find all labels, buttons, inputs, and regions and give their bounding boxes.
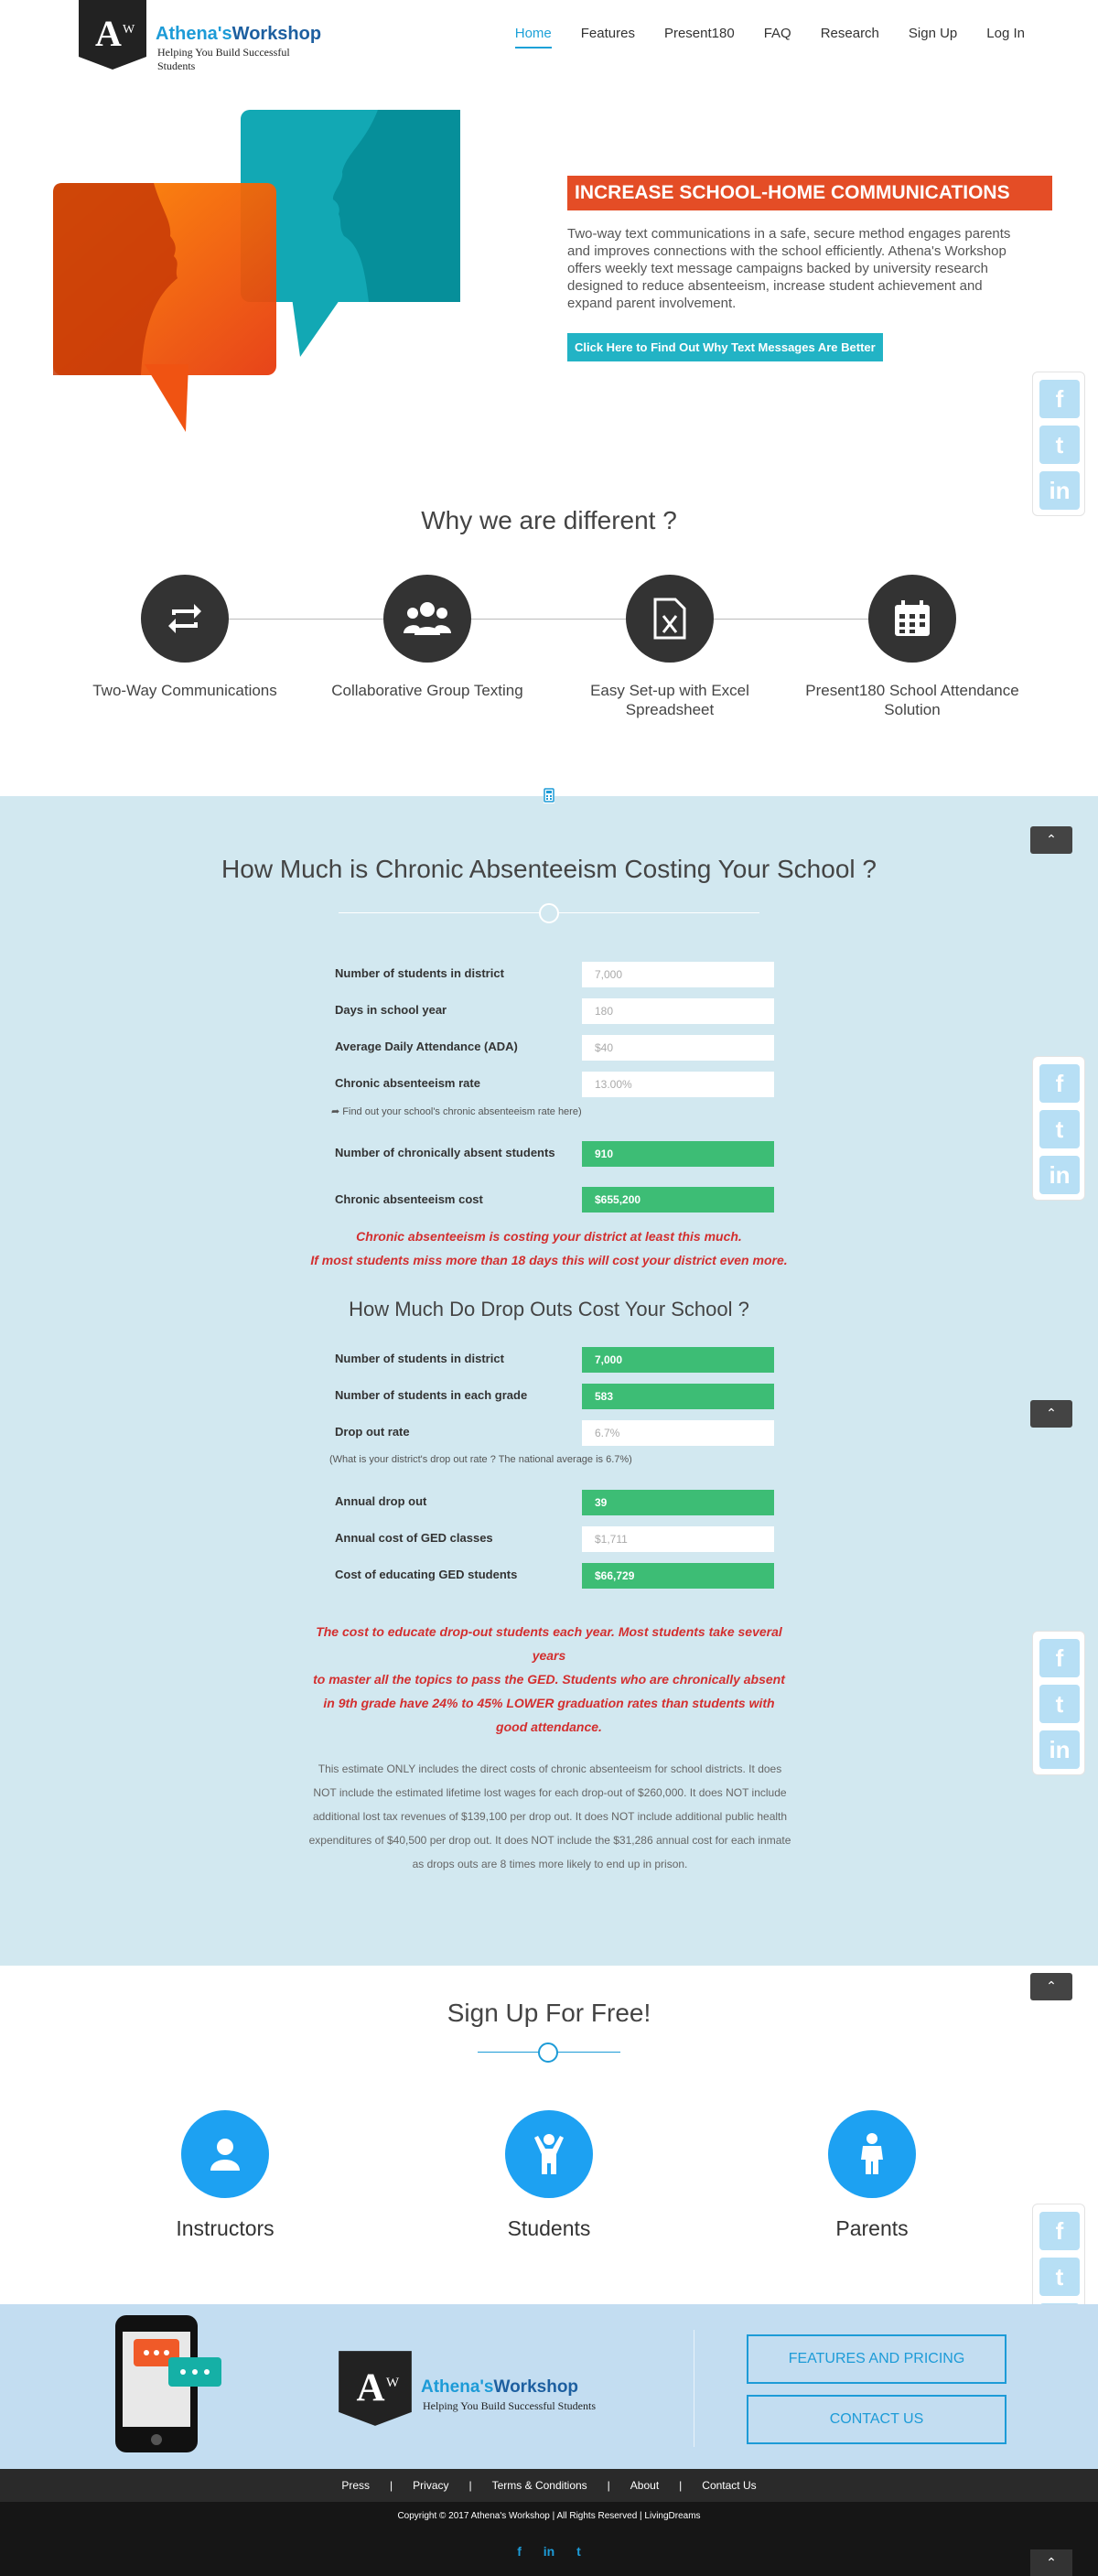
absenteeism-warning-1: Chronic absenteeism is costing your district at least this much. (356, 1229, 742, 1244)
calendar-icon (868, 575, 956, 663)
nav-faq[interactable]: FAQ (763, 26, 791, 41)
logo-shield-icon (337, 2350, 414, 2427)
svg-text:A: A (356, 2366, 385, 2409)
nav-features[interactable]: Features (580, 26, 635, 41)
hero-text: Two-way text communications in a safe, secure method engages parents and improves connections with the school efficiently. Athena's Workshop offers weekly text message campaigns backed by university research designed to reduce absenteeism, increase student achievement and expand parent involvement. (567, 226, 1011, 311)
svg-text:A: A (95, 13, 122, 54)
calculator-icon (531, 785, 567, 811)
dropout-warning-2: to master all the topics to pass the GED. Students who are chronically absent in 9th grade have 24% to 45% LOWER graduation rates than students with good attendance. (313, 1672, 785, 1734)
twitter-icon[interactable]: t (1039, 1110, 1080, 1148)
chronically-absent-students-output: 910 (582, 1141, 774, 1167)
facebook-icon[interactable]: f (1039, 1064, 1080, 1103)
facebook-icon[interactable]: f (1039, 2212, 1080, 2250)
calc-label: Number of students in district (335, 1352, 504, 1365)
role-label: Instructors (176, 2216, 274, 2240)
scroll-up-button[interactable]: ⌃ (1030, 1973, 1072, 2000)
footer-link-privacy[interactable]: Privacy (413, 2479, 449, 2492)
linkedin-icon[interactable]: in (1039, 471, 1080, 510)
dropout-students-in-district-output: 7,000 (582, 1347, 774, 1373)
dropout-rate-input[interactable]: 6.7% (582, 1420, 774, 1446)
facebook-icon[interactable]: f (517, 2544, 522, 2559)
share-arrow-icon: ➦ (331, 1106, 343, 1117)
cost-disclaimer: This estimate ONLY includes the direct costs of chronic absenteeism for school districts. It does NOT include the estimated lifetime lost wages for each drop-out of $260,000. It does NOT include additional lost tax revenues of $139,100 per drop out. It does NOT include additional public health expenditures of $40,500 per drop out. It does NOT include the $31,286 annual cost for each inmate as drops outs are 8 times more likely to end up in prison. (308, 1762, 791, 1870)
ged-education-cost-output: $66,729 (582, 1563, 774, 1589)
scroll-to-top-button[interactable]: ⌃ (1030, 2549, 1072, 2576)
twitter-icon[interactable]: t (1039, 2258, 1080, 2296)
absenteeism-calc-title: How Much is Chronic Absenteeism Costing Your School ? (221, 855, 877, 883)
svg-text:W: W (123, 23, 135, 37)
brand-name: Athena'sWorkshop (421, 2377, 579, 2397)
excel-file-icon (626, 575, 714, 663)
calc-label: Cost of educating GED students (335, 1568, 518, 1581)
linkedin-icon[interactable]: in (1039, 1730, 1080, 1769)
role-label: Students (507, 2216, 591, 2240)
calc-label: Number of students in district (335, 966, 504, 980)
nav-home[interactable]: Home (515, 26, 552, 49)
feature-group-texting (308, 575, 546, 700)
footer-link-about[interactable]: About (630, 2479, 660, 2492)
calc-label: Number of chronically absent students (335, 1146, 555, 1159)
students-in-district-input[interactable]: 7,000 (582, 962, 774, 987)
nav-log-in[interactable]: Log In (986, 26, 1025, 41)
twitter-icon[interactable]: t (1039, 1685, 1080, 1723)
feature-label: Easy Set-up with Excel Spreadsheet (590, 682, 749, 718)
feature-two-way (66, 575, 304, 700)
average-daily-attendance-input[interactable]: $40 (582, 1035, 774, 1061)
feature-excel (551, 575, 789, 719)
feature-present180 (793, 575, 1031, 719)
signup-parents[interactable] (780, 2110, 963, 2241)
copyright-text: Copyright © 2017 Athena's Workshop | All Rights Reserved | LivingDreams (397, 2511, 701, 2521)
social-share-bar (1032, 1631, 1085, 1775)
scroll-up-button[interactable]: ⌃ (1030, 826, 1072, 854)
dropout-calc-title: How Much Do Drop Outs Cost Your School ? (349, 1298, 749, 1320)
footer-link-terms[interactable]: Terms & Conditions (491, 2479, 587, 2492)
linkedin-icon[interactable]: in (1039, 1156, 1080, 1194)
feature-label: Present180 School Attendance Solution (805, 682, 1019, 718)
dropout-warning-1: The cost to educate drop-out students each year. Most students take several years (316, 1624, 782, 1663)
nav-research[interactable]: Research (820, 26, 879, 41)
footer-link-contact[interactable]: Contact Us (702, 2479, 757, 2492)
svg-text:W: W (385, 2375, 400, 2390)
separator-dot (539, 903, 559, 923)
hero-speech-bubbles-illustration (53, 108, 465, 437)
users-icon (383, 575, 471, 663)
social-share-bar (1032, 1056, 1085, 1201)
absenteeism-warning-2: If most students miss more than 18 days this will cost your district even more. (310, 1253, 788, 1267)
dropout-rate-note: (What is your district's drop out rate ? The national average is 6.7%) (329, 1454, 632, 1465)
calc-label: Days in school year (335, 1003, 447, 1017)
calc-label: Drop out rate (335, 1425, 410, 1439)
hero-title: INCREASE SCHOOL-HOME COMMUNICATIONS (567, 176, 1052, 210)
facebook-icon[interactable]: f (1039, 1639, 1080, 1677)
contact-us-button[interactable]: CONTACT US (747, 2395, 1006, 2444)
instructor-icon (181, 2110, 269, 2198)
signup-instructors[interactable] (134, 2110, 317, 2241)
chronic-absenteeism-rate-input[interactable]: 13.00% (582, 1072, 774, 1097)
facebook-icon[interactable]: f (1039, 380, 1080, 418)
phone-chat-illustration (110, 2312, 223, 2454)
nav-sign-up[interactable]: Sign Up (908, 26, 958, 41)
absenteeism-rate-link[interactable]: ➦ Find out your school's chronic absenteeism rate here) (331, 1106, 582, 1117)
parent-icon (828, 2110, 916, 2198)
signup-students[interactable] (458, 2110, 640, 2241)
calc-label: Average Daily Attendance (ADA) (335, 1040, 518, 1053)
logo-shield-icon (77, 0, 148, 70)
main-nav (486, 26, 1025, 49)
brand-name: Athena'sWorkshop (156, 24, 322, 44)
footer-links: Press | Privacy | Terms & Conditions | About | Contact Us (0, 2469, 1098, 2502)
user-icon (538, 2042, 558, 2063)
footer-social-links (0, 2544, 1098, 2559)
text-messages-cta-button[interactable]: Click Here to Find Out Why Text Messages Are Better (567, 333, 883, 361)
brand-tagline: Helping You Build Successful Students (423, 2399, 597, 2412)
features-pricing-button[interactable]: FEATURES AND PRICING (747, 2334, 1006, 2384)
feature-label: Collaborative Group Texting (331, 682, 523, 699)
annual-dropout-output: 39 (582, 1490, 774, 1515)
linkedin-icon[interactable]: in (543, 2544, 555, 2559)
days-in-school-year-input[interactable]: 180 (582, 998, 774, 1024)
why-different-title: Why we are different ? (421, 506, 677, 534)
twitter-icon[interactable]: t (576, 2544, 581, 2559)
calc-label: Annual cost of GED classes (335, 1531, 493, 1545)
calc-label: Annual drop out (335, 1494, 427, 1508)
calc-label: Chronic absenteeism rate (335, 1076, 480, 1090)
brand-tagline: Helping You Build Successful Students (157, 46, 290, 72)
calc-label: Chronic absenteeism cost (335, 1192, 483, 1206)
footer-logo[interactable] (337, 2350, 611, 2427)
nav-present180[interactable]: Present180 (663, 26, 735, 41)
feature-label: Two-Way Communications (92, 682, 277, 699)
twitter-icon[interactable]: t (1039, 426, 1080, 464)
signup-title: Sign Up For Free! (447, 1999, 651, 2027)
retweet-icon (141, 575, 229, 663)
role-label: Parents (835, 2216, 909, 2240)
social-share-bar (1032, 372, 1085, 516)
student-icon (505, 2110, 593, 2198)
students-each-grade-output: 583 (582, 1384, 774, 1409)
site-header (0, 0, 1098, 71)
calc-label: Number of students in each grade (335, 1388, 528, 1402)
footer-link-press[interactable]: Press (341, 2479, 371, 2492)
site-logo[interactable] (77, 0, 324, 70)
scroll-up-button[interactable]: ⌃ (1030, 1400, 1072, 1428)
chronic-absenteeism-cost-output: $655,200 (582, 1187, 774, 1213)
ged-class-cost-input[interactable]: $1,711 (582, 1526, 774, 1552)
